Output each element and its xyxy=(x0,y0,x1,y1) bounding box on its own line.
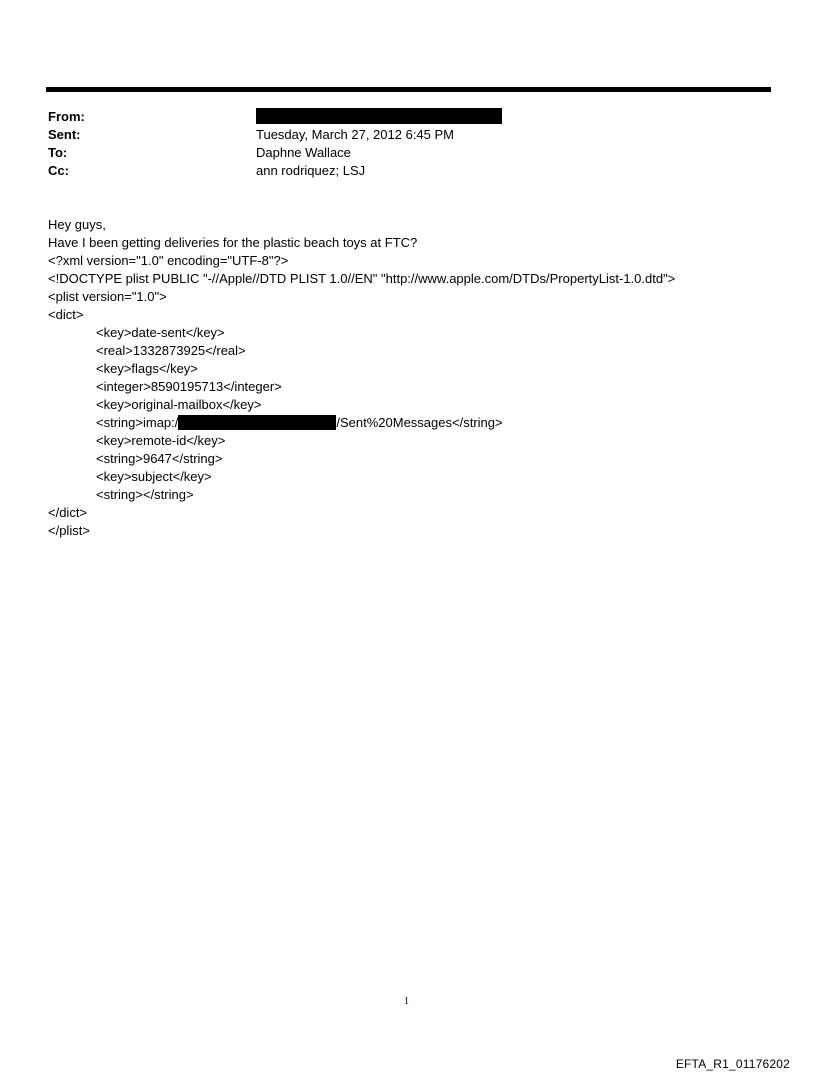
key-original-mailbox: <key>original-mailbox</key> xyxy=(96,397,262,412)
key-remote-id: <key>remote-id</key> xyxy=(96,433,226,448)
email-body xyxy=(48,216,675,540)
redacted-mailbox xyxy=(178,415,336,430)
header-rule xyxy=(46,87,771,92)
document-id: EFTA_R1_01176202 xyxy=(675,1057,790,1071)
cc-value: ann rodriquez; LSJ xyxy=(256,163,366,178)
sent-value: Tuesday, March 27, 2012 6:45 PM xyxy=(256,127,454,142)
message-text: Have I been getting deliveries for the plastic beach toys at FTC? xyxy=(48,235,418,250)
from-label: From: xyxy=(48,109,85,124)
key-subject: <key>subject</key> xyxy=(96,469,212,484)
to-label: To: xyxy=(48,145,68,160)
dict-open: <dict> xyxy=(48,307,84,322)
redacted-sender xyxy=(256,108,502,124)
sent-label: Sent: xyxy=(48,127,81,142)
string-subject: <string></string> xyxy=(96,487,194,502)
string-imap-suffix: /Sent%20Messages</string> xyxy=(336,415,503,430)
greeting: Hey guys, xyxy=(48,217,106,232)
to-value: Daphne Wallace xyxy=(256,145,351,160)
cc-label: Cc: xyxy=(48,163,69,178)
doctype-line: <!DOCTYPE plist PUBLIC "-//Apple//DTD PLIST 1.0//EN" "http://www.apple.com/DTDs/PropertyList-1.0.dtd"> xyxy=(48,271,676,286)
dict-close: </dict> xyxy=(48,505,88,520)
integer-value: <integer>8590195713</integer> xyxy=(96,379,282,394)
string-remote-id: <string>9647</string> xyxy=(96,451,223,466)
page-number: 1 xyxy=(404,996,409,1007)
xml-declaration: <?xml version="1.0" encoding="UTF-8"?> xyxy=(48,253,289,268)
plist-close: </plist> xyxy=(48,523,90,538)
string-imap-prefix: <string>imap:/ xyxy=(96,415,179,430)
string-imap-line xyxy=(48,414,675,432)
real-value: <real>1332873925</real> xyxy=(96,343,246,358)
key-flags: <key>flags</key> xyxy=(96,361,198,376)
plist-open: <plist version="1.0"> xyxy=(48,289,167,304)
key-date-sent: <key>date-sent</key> xyxy=(96,325,225,340)
